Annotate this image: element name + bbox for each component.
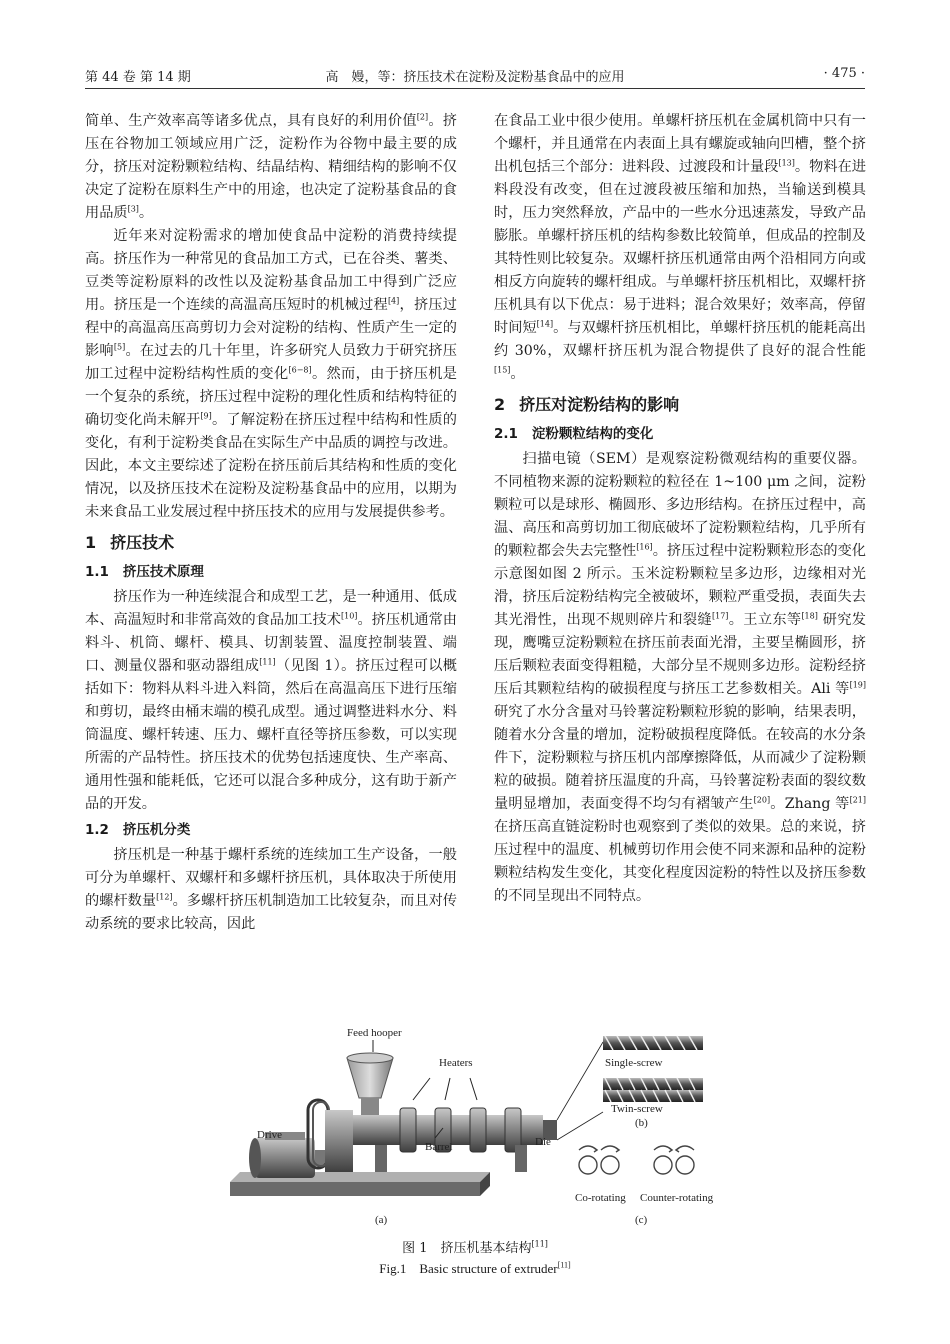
- label-drive: Drive: [257, 1129, 283, 1141]
- label-feed-hopper: Feed hooper: [347, 1027, 402, 1039]
- citation[interactable]: [21]: [849, 795, 866, 805]
- subsection-heading: 1.1 挤压技术原理: [85, 564, 204, 580]
- label-twin-screw: Twin-screw: [611, 1103, 663, 1115]
- citation[interactable]: [12]: [156, 892, 173, 902]
- citation[interactable]: [2]: [416, 112, 429, 122]
- pointer-line: [445, 1078, 450, 1100]
- citation[interactable]: [6−8]: [288, 365, 312, 375]
- barrel: [353, 1115, 557, 1145]
- paragraph: 挤压机是一种基于螺杆系统的连续加工生产设备，一般可分为单螺杆、双螺杆和多螺杆挤压机，具体取决于所使用的螺杆数量[12]。多螺杆挤压机制造加工比较复杂，而且对传动系统的要求比较高，因此: [85, 847, 457, 932]
- citation[interactable]: [3]: [127, 204, 139, 214]
- label-co-rotating: Co-rotating: [575, 1192, 626, 1204]
- journal-volume: 第 44 卷 第 14 期: [85, 70, 191, 85]
- citation[interactable]: [9]: [200, 411, 212, 421]
- running-header: [85, 66, 865, 89]
- label-single-screw: Single-screw: [605, 1057, 663, 1069]
- label-barrel: Barrel: [425, 1141, 453, 1153]
- panel-label-b: (b): [635, 1117, 648, 1129]
- support-leg: [375, 1145, 387, 1172]
- paragraph: 近年来对淀粉需求的增加使食品中淀粉的消费持续提高。挤压作为一种常见的食品加工方式，已在谷类、薯类、豆类等淀粉原料的改性以及淀粉基食品加工中得到广泛应用。挤压是一个连续的高温高压短时的机械过程[4]，挤压过程中的高温高压高剪切力会对淀粉的结构、性质产生一定的影响[5]。在过去的几十年里，许多研究人员致力于研究挤压加工过程中淀粉结构性质的变化[6−8]。然而，由于挤压机是一个复杂的系统，挤压过程中淀粉的理化性质和结构特征的确切变化尚未解开[9]。了解淀粉在挤压过程中结构和性质的变化，有利于淀粉类食品在实际生产中品质的调控与改进。因此，本文主要综述了淀粉在挤压前后其结构和性质的变化情况，以及挤压技术在淀粉及淀粉基食品中的应用，以期为未来食品工业发展过程中挤压技术的应用与发展提供参考。: [85, 228, 457, 520]
- citation[interactable]: [14]: [536, 319, 554, 329]
- counter-rotating-icon: [654, 1146, 694, 1174]
- zoom-line: [557, 1042, 603, 1120]
- citation[interactable]: [4]: [387, 296, 400, 306]
- co-rotating-icon: [579, 1146, 619, 1174]
- paragraph: 扫描电镜（SEM）是观察淀粉微观结构的重要仪器。不同植物来源的淀粉颗粒的粒径在 1~100 μm 之间，淀粉颗粒可以是球形、椭圆形、多边形结构。在挤压过程中，高温、高压和高剪切加工彻底破坏了淀粉颗粒结构，几乎所有的颗粒都会失去完整性[16]。挤压过程中淀粉颗粒形态的变化示意图如图 2 所示。玉米淀粉颗粒呈多边形，边缘相对光滑，挤压后淀粉结构完全被破坏，颗粒严重受损，表面失去其光滑性，出现不规则碎片和裂缝[17]。王立东等[18] 研究发现，鹰嘴豆淀粉颗粒在挤压前表面光滑，主要呈椭圆形，挤压后颗粒表面变得粗糙，大部分呈不规则多边形。淀粉经挤压后其颗粒结构的破损程度与挤压工艺参数相关。Ali 等[19] 研究了水分含量对马铃薯淀粉颗粒形貌的影响，结果表明，随着水分含量的增加，淀粉破损程度降低。在较高的水分条件下，淀粉颗粒与挤压机内部摩擦降低，从而减少了淀粉颗粒的破损。随着挤压温度的升高，马铃薯淀粉表面的裂纹数量明显增加，表面变得不均匀有褶皱产生[20]。Zhang 等[21] 在挤压高直链淀粉时也观察到了类似的效果。总的来说，挤压过程中的温度、机械剪切作用会使不同来源和品种的淀粉颗粒结构发生变化，其变化程度因淀粉的特性以及挤压参数的不同呈现出不同特点。: [494, 451, 866, 904]
- extruder-figure: [225, 1020, 735, 1235]
- citation[interactable]: [15]: [494, 365, 511, 375]
- citation[interactable]: [17]: [712, 611, 729, 621]
- paragraph: 在食品工业中很少使用。单螺杆挤压机在金属机筒中只有一个螺杆，并且通常在内表面上具有螺旋或轴向凹槽，整个挤出机包括三个部分：进料段、过渡段和计量段[13]。物料在进料段没有改变，但在过渡段被压缩和加热，当输送到模具时，压力突然释放，产品中的一些水分迅速蒸发，导致产品膨胀。单螺杆挤压机的结构参数比较简单，但成品的控制及其特性则比较复杂。双螺杆挤压机通常由两个沿相同方向或相反方向旋转的螺杆组成。与单螺杆挤压机相比，双螺杆挤压机具有以下优点：易于进料；混合效果好；效率高，停留时间短[14]。与双螺杆挤压机相比，单螺杆挤压机的能耗高出约 30%，双螺杆挤压机为混合物提供了良好的混合性能[15]。: [494, 113, 866, 382]
- section-heading: 2 挤压对淀粉结构的影响: [494, 395, 680, 414]
- paragraph: 简单、生产效率高等诸多优点，具有良好的利用价值[2]。挤压在谷物加工领域应用广泛，淀粉作为谷物中最主要的成分，挤压对淀粉颗粒结构、结晶结构、精细结构的影响不仅决定了淀粉在原料生产中的用途，也决定了淀粉基食品的食用品质[3]。: [85, 112, 457, 221]
- feed-hopper: [347, 1053, 393, 1115]
- figure-caption-en: Fig.1 Basic structure of extruder[11]: [379, 1260, 571, 1276]
- citation[interactable]: [11]: [259, 657, 276, 667]
- panel-label-a: (a): [375, 1214, 388, 1226]
- citation[interactable]: [13]: [778, 158, 795, 168]
- zoom-line: [557, 1112, 603, 1140]
- subsection-heading: 1.2 挤压机分类: [85, 822, 191, 838]
- citation[interactable]: [19]: [849, 680, 866, 690]
- gearbox: [325, 1110, 353, 1172]
- citation[interactable]: [5]: [113, 342, 126, 352]
- citation[interactable]: [18]: [801, 611, 818, 621]
- right-column: [494, 110, 866, 908]
- label-heaters: Heaters: [439, 1057, 473, 1069]
- figure-caption-zh: 图 1 挤压机基本结构[11]: [402, 1239, 548, 1256]
- citation[interactable]: [11]: [531, 1239, 548, 1249]
- pointer-line: [470, 1078, 477, 1100]
- citation[interactable]: [20]: [753, 795, 771, 805]
- label-die: Die: [535, 1136, 551, 1148]
- citation[interactable]: [10]: [341, 611, 358, 621]
- single-screw-diagram: [603, 1036, 703, 1050]
- subsection-heading: 2.1 淀粉颗粒结构的变化: [494, 426, 654, 442]
- extruder-diagram: [225, 1020, 735, 1235]
- left-column: [85, 110, 457, 936]
- twin-screw-diagram: [603, 1078, 703, 1102]
- panel-label-c: (c): [635, 1214, 648, 1226]
- citation[interactable]: [11]: [557, 1260, 571, 1270]
- support-leg: [515, 1145, 527, 1172]
- label-counter-rotating: Counter-rotating: [640, 1192, 714, 1204]
- pointer-line: [413, 1078, 430, 1100]
- page-number: · 475 ·: [823, 66, 865, 81]
- paragraph: 挤压作为一种连续混合和成型工艺，是一种通用、低成本、高温短时和非常高效的食品加工技术[10]。挤压机通常由料斗、机筒、螺杆、模具、切割装置、温度控制装置、端口、测量仪器和驱动器组成[11]（见图 1）。挤压过程可以概括如下：物料从料斗进入料筒，然后在高温高压下进行压缩和剪切，最终由桶末端的模孔成型。通过调整进料水分、料筒温度、螺杆转速、压力、螺杆直径等挤压参数，可以实现所需的产品特性。挤压技术的优势包括速度快、生产率高、通用性强和能耗低，它还可以混合多种成分，这有助于新产品的开发。: [85, 589, 457, 812]
- section-heading: 1 挤压技术: [85, 533, 175, 552]
- running-title: 高 嫚，等：挤压技术在淀粉及淀粉基食品中的应用: [325, 70, 625, 85]
- citation[interactable]: [16]: [636, 542, 653, 552]
